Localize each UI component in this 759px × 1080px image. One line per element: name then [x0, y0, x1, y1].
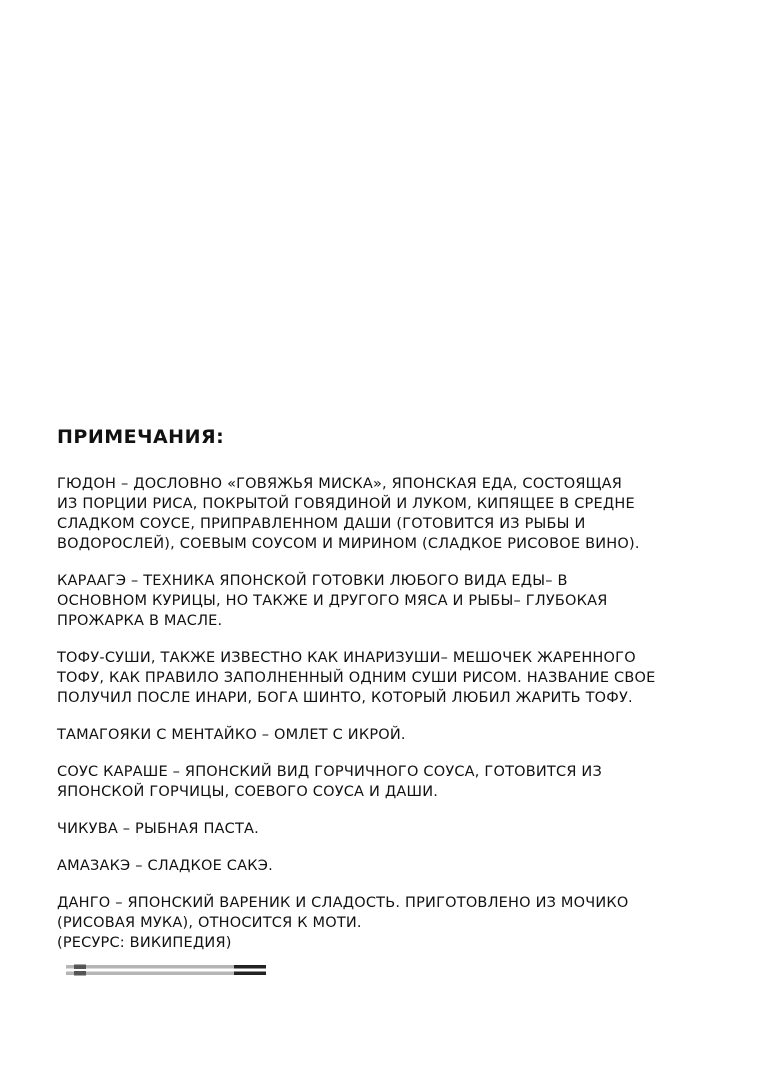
source-credit: (РЕСУРС: ВИКИПЕДИЯ) — [57, 935, 232, 951]
note-line: ЯПОНСКОЙ ГОРЧИЦЫ, СОЕВОГО СОУСА И ДАШИ. — [57, 784, 439, 800]
note-line: ГЮДОН – ДОСЛОВНО «ГОВЯЖЬЯ МИСКА», ЯПОНСКАЯ ЕДА, СОСТОЯЩАЯ — [57, 476, 623, 492]
chopstick-lower-band — [74, 971, 86, 976]
note-line: СЛАДКОМ СОУСЕ, ПРИПРАВЛЕННОМ ДАШИ (ГОТОВИТСЯ ИЗ РЫБЫ И — [57, 516, 586, 532]
chopstick-upper-body — [66, 965, 234, 969]
note-line: (РИСОВАЯ МУКА), ОТНОСИТСЯ К МОТИ. — [57, 915, 362, 931]
note-tamagoyaki — [57, 725, 697, 745]
note-line: АМАЗАКЭ – СЛАДКОЕ САКЭ. — [57, 858, 273, 874]
notes-section — [57, 426, 697, 953]
chopsticks-icon — [64, 962, 268, 978]
note-line: ЧИКУВА – РЫБНАЯ ПАСТА. — [57, 821, 259, 837]
note-karashi-sauce — [57, 762, 697, 802]
note-line: ИЗ ПОРЦИИ РИСА, ПОКРЫТОЙ ГОВЯДИНОЙ И ЛУКОМ, КИПЯЩЕЕ В СРЕДНЕ — [57, 496, 635, 512]
note-karaage — [57, 571, 697, 631]
note-line: ТОФУ, КАК ПРАВИЛО ЗАПОЛНЕННЫЙ ОДНИМ СУШИ РИСОМ. НАЗВАНИЕ СВОЕ — [57, 670, 656, 686]
note-line: КАРААГЭ – ТЕХНИКА ЯПОНСКОЙ ГОТОВКИ ЛЮБОГО ВИДА ЕДЫ– В — [57, 573, 568, 589]
note-dango — [57, 893, 697, 953]
chopstick-lower-tip — [234, 972, 266, 976]
note-line: ТОФУ-СУШИ, ТАКЖЕ ИЗВЕСТНО КАК ИНАРИЗУШИ– МЕШОЧЕК ЖАРЕННОГО — [57, 650, 636, 666]
note-amazake — [57, 856, 697, 876]
note-line: ПРОЖАРКА В МАСЛЕ. — [57, 613, 223, 629]
note-line: ВОДОРОСЛЕЙ), СОЕВЫМ СОУСОМ И МИРИНОМ (СЛАДКОЕ РИСОВОЕ ВИНО). — [57, 536, 640, 552]
notes-title: ПРИМЕЧАНИЯ: — [57, 426, 225, 448]
chopstick-lower-body — [66, 972, 234, 976]
note-line: СОУС КАРАШЕ – ЯПОНСКИЙ ВИД ГОРЧИЧНОГО СОУСА, ГОТОВИТСЯ ИЗ — [57, 764, 602, 780]
note-tofu-sushi — [57, 648, 697, 708]
note-chikuwa — [57, 819, 697, 839]
chopstick-upper-tip — [234, 965, 266, 969]
note-line: ОСНОВНОМ КУРИЦЫ, НО ТАКЖЕ И ДРУГОГО МЯСА И РЫБЫ– ГЛУБОКАЯ — [57, 593, 608, 609]
note-line: ПОЛУЧИЛ ПОСЛЕ ИНАРИ, БОГА ШИНТО, КОТОРЫЙ ЛЮБИЛ ЖАРИТЬ ТОФУ. — [57, 690, 633, 706]
note-line: ТАМАГОЯКИ С МЕНТАЙКО – ОМЛЕТ С ИКРОЙ. — [57, 727, 406, 743]
note-line: ДАНГО – ЯПОНСКИЙ ВАРЕНИК И СЛАДОСТЬ. ПРИГОТОВЛЕНО ИЗ МОЧИКО — [57, 895, 629, 911]
note-gyudon — [57, 474, 697, 554]
chopstick-upper-band — [74, 965, 86, 970]
